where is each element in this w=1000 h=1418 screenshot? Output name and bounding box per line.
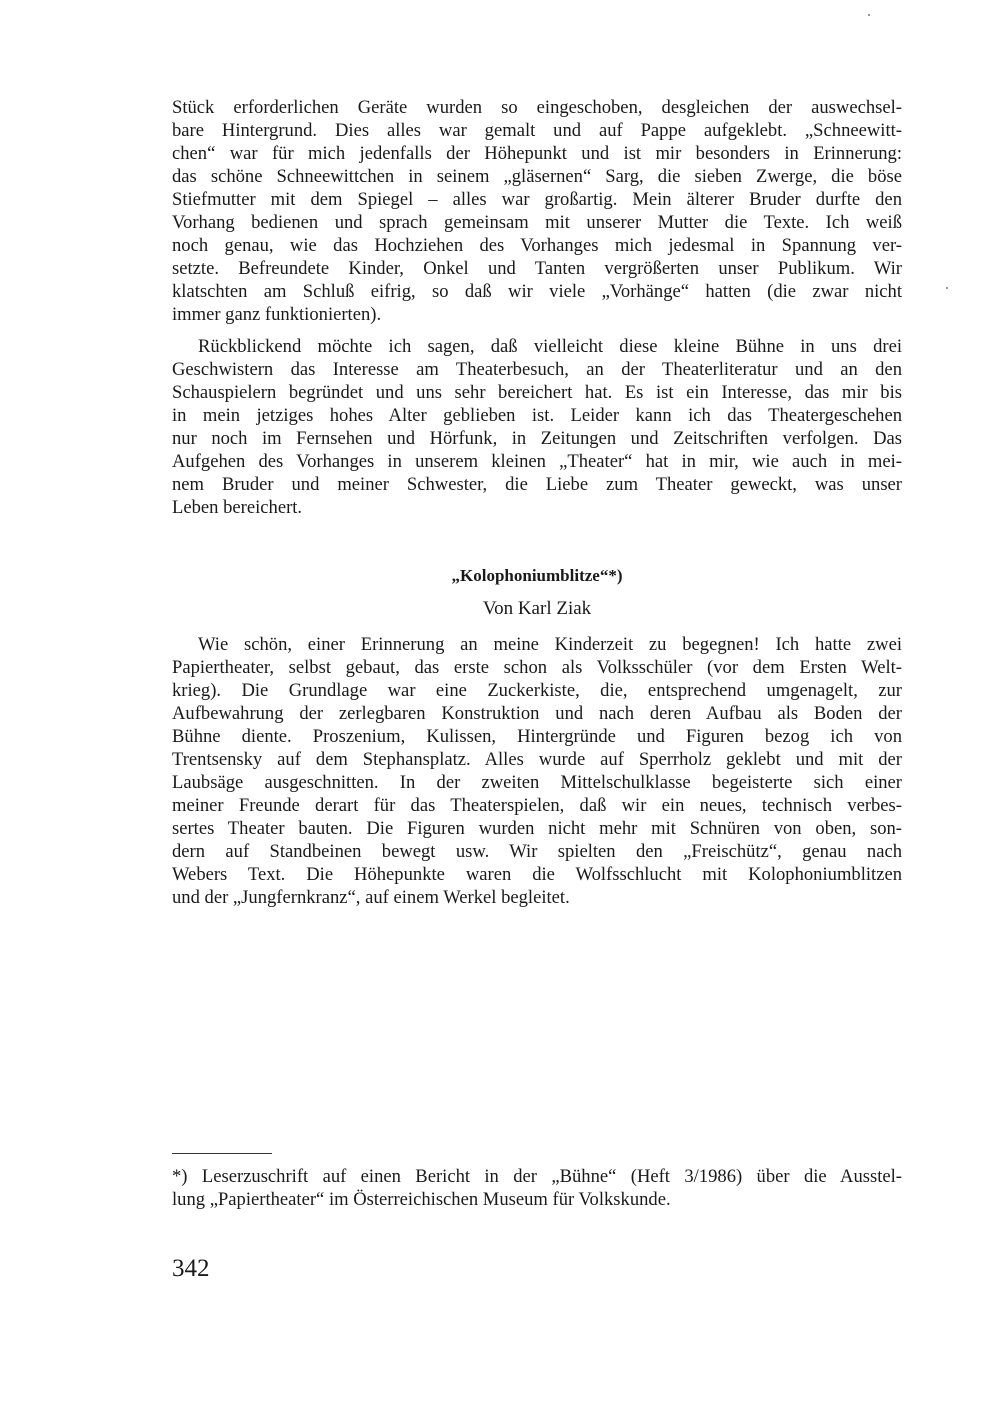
text-line: Rückblickend möchte ich sagen, daß vielleicht diese kleine Bühne in uns drei — [198, 336, 902, 357]
text-line: sertes Theater bauten. Die Figuren wurden nicht mehr mit Schnüren von oben, son- — [172, 818, 902, 839]
text-line: *) Leserzuschrift auf einen Bericht in der „Bühne“ (Heft 3/1986) über die Ausstel- — [172, 1166, 902, 1187]
text-line: Aufbewahrung der zerlegbaren Konstruktion und nach deren Aufbau als Boden der — [172, 703, 902, 724]
text-line: Laubsäge ausgeschnitten. In der zweiten Mittelschulklasse begeisterte sich einer — [172, 772, 902, 793]
text-line: Leben bereichert. — [172, 497, 303, 518]
section-heading: „Kolophoniumblitze“*) — [451, 566, 623, 585]
text-line: nur noch im Fernsehen und Hörfunk, in Zeitungen und Zeitschriften verfolgen. Das — [172, 428, 902, 449]
text-line: in mein jetziges hohes Alter geblieben ist. Leider kann ich das Theatergeschehen — [172, 405, 902, 426]
text-line: Bühne diente. Proszenium, Kulissen, Hintergründe und Figuren bezog ich von — [172, 726, 902, 747]
text-line: Schauspielern begründet und uns sehr bereichert hat. Es ist ein Interesse, das mir bis — [172, 382, 902, 403]
text-line: chen“ war für mich jedenfalls der Höhepunkt und ist mir besonders in Erinnerung: — [172, 143, 902, 164]
page-number: 342 — [172, 1255, 210, 1282]
scan-speck — [946, 287, 948, 289]
text-line: krieg). Die Grundlage war eine Zuckerkiste, die, entsprechend umgenagelt, zur — [172, 680, 902, 701]
footnote-rule — [172, 1153, 272, 1154]
text-line: Geschwistern das Interesse am Theaterbesuch, an der Theaterliteratur und an den — [172, 359, 902, 380]
text-line: Webers Text. Die Höhepunkte waren die Wolfsschlucht mit Kolophoniumblitzen — [172, 864, 902, 885]
text-line: setzte. Befreundete Kinder, Onkel und Tanten vergrößerten unser Publikum. Wir — [172, 258, 902, 279]
text-line: klatschten am Schluß eifrig, so daß wir viele „Vorhänge“ hatten (die zwar nicht — [172, 281, 902, 302]
scan-speck — [868, 14, 870, 16]
text-line: lung „Papiertheater“ im Österreichischen Museum für Volkskunde. — [172, 1189, 671, 1210]
text-line: bare Hintergrund. Dies alles war gemalt und auf Pappe aufgeklebt. „Schneewitt- — [172, 120, 902, 141]
text-line: Stiefmutter mit dem Spiegel – alles war großartig. Mein älterer Bruder durfte den — [172, 189, 902, 210]
text-line: Wie schön, einer Erinnerung an meine Kinderzeit zu begegnen! Ich hatte zwei — [198, 634, 902, 655]
text-line: das schöne Schneewittchen in seinem „gläsernen“ Sarg, die sieben Zwerge, die böse — [172, 166, 902, 187]
text-line: meiner Freunde derart für das Theaterspielen, daß wir ein neues, technisch verbes- — [172, 795, 902, 816]
byline: Von Karl Ziak — [482, 598, 592, 619]
text-line: nem Bruder und meiner Schwester, die Liebe zum Theater geweckt, was unser — [172, 474, 902, 495]
text-line: Stück erforderlichen Geräte wurden so eingeschoben, desgleichen der auswechsel- — [172, 97, 902, 118]
paragraph-1 — [172, 96, 902, 326]
text-line: Papiertheater, selbst gebaut, das erste schon als Volksschüler (vor dem Ersten Welt- — [172, 657, 902, 678]
paragraph-2 — [172, 335, 902, 519]
footnote — [172, 1165, 902, 1211]
text-line: Vorhang bedienen und sprach gemeinsam mit unserer Mutter die Texte. Ich weiß — [172, 212, 902, 233]
paragraph-3 — [172, 633, 902, 909]
text-line: immer ganz funktionierten). — [172, 304, 382, 325]
text-line: noch genau, wie das Hochziehen des Vorhanges mich jedesmal in Spannung ver- — [172, 235, 902, 256]
text-line: Aufgehen des Vorhanges in unserem kleinen „Theater“ hat in mir, wie auch in mei- — [172, 451, 902, 472]
text-line: Trentsensky auf dem Stephansplatz. Alles wurde auf Sperrholz geklebt und mit der — [172, 749, 902, 770]
text-line: dern auf Standbeinen bewegt usw. Wir spielten den „Freischütz“, genau nach — [172, 841, 902, 862]
text-line: und der „Jungfernkranz“, auf einem Werkel begleitet. — [172, 887, 570, 908]
